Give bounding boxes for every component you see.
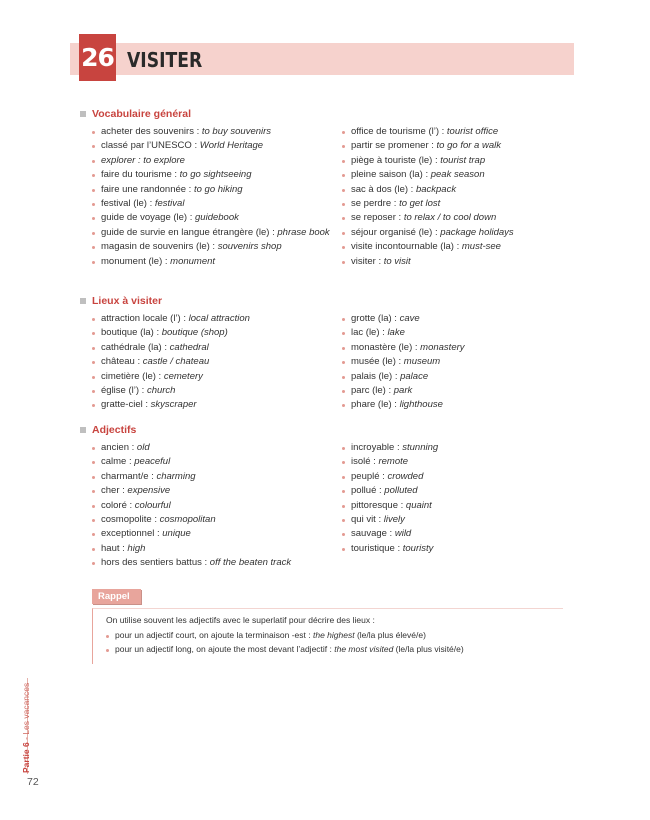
- english-translation: castle / chateau: [142, 356, 210, 368]
- french-term: sac à dos (le) :: [351, 183, 416, 195]
- french-term: château :: [101, 356, 143, 368]
- english-translation: explorer : to explore: [101, 154, 185, 166]
- list-item: [92, 556, 332, 570]
- english-translation: peak season: [430, 169, 485, 181]
- french-term: exceptionnel :: [101, 528, 163, 540]
- french-term: pollué :: [351, 485, 385, 497]
- vocab-left-list: [92, 125, 332, 269]
- places-left-list: [92, 312, 332, 413]
- french-term: magasin de souvenirs (le) :: [101, 241, 218, 253]
- list-item: [342, 168, 552, 182]
- french-term: parc (le) :: [351, 385, 394, 397]
- french-term: grotte (la) :: [351, 313, 400, 324]
- section-lieux-a-visiter: [80, 294, 560, 411]
- square-bullet-icon: [80, 427, 86, 433]
- english-translation: palace: [400, 370, 429, 382]
- english-translation: tourist office: [446, 126, 499, 137]
- english-translation: World Heritage: [199, 140, 264, 152]
- english-translation: crowded: [387, 470, 424, 482]
- rappel-list: [106, 629, 464, 656]
- french-term: cimetière (le) :: [101, 370, 164, 382]
- list-item: [92, 484, 332, 498]
- list-item: [342, 384, 552, 398]
- list-item: [342, 441, 552, 455]
- english-translation: guidebook: [195, 212, 239, 224]
- rappel-label: Rappel: [92, 589, 141, 604]
- french-term: se reposer :: [351, 212, 404, 224]
- french-term: séjour organisé (le) :: [351, 226, 441, 238]
- list-item: [342, 125, 552, 139]
- english-translation: colourful: [134, 499, 171, 511]
- french-term: office de tourisme (l’) :: [351, 126, 447, 137]
- french-term: musée (le) :: [351, 356, 404, 368]
- list-item: [92, 441, 332, 455]
- french-term: coloré :: [101, 499, 135, 511]
- english-translation: souvenirs shop: [217, 241, 282, 253]
- french-term: incroyable :: [351, 442, 403, 453]
- french-term: faire du tourisme :: [101, 169, 180, 181]
- list-item: [342, 527, 552, 541]
- english-translation: to get lost: [399, 198, 441, 210]
- list-item: [92, 139, 332, 153]
- english-translation: tourist trap: [440, 154, 486, 166]
- list-item: [342, 226, 552, 240]
- list-item: [92, 527, 332, 541]
- french-term: cher :: [101, 485, 128, 497]
- french-term: charmant/e :: [101, 470, 157, 482]
- french-term: lac (le) :: [351, 327, 388, 339]
- rappel-item: pour un adjectif court, on ajoute la terminaison -est : the highest (le/la plus élevé/e): [106, 629, 464, 643]
- list-item: [342, 211, 552, 225]
- list-item: [342, 326, 552, 340]
- part-separator: -: [21, 734, 31, 743]
- english-translation: monument: [170, 255, 216, 267]
- list-item: [342, 484, 552, 498]
- section-title: Adjectifs: [92, 424, 137, 436]
- rappel-intro: On utilise souvent les adjectifs avec le superlatif pour décrire des lieux :: [106, 615, 375, 625]
- french-term: touristique :: [351, 542, 403, 554]
- list-item: [342, 455, 552, 469]
- part-label: [21, 683, 32, 773]
- list-item: [92, 326, 332, 340]
- english-translation: unique: [162, 528, 191, 540]
- list-item: [92, 542, 332, 556]
- french-term: faire une randonnée :: [101, 183, 194, 195]
- english-translation: local attraction: [188, 313, 250, 324]
- english-translation: remote: [378, 456, 409, 468]
- vocab-right-list: [342, 125, 552, 269]
- square-bullet-icon: [80, 298, 86, 304]
- list-item: [342, 197, 552, 211]
- french-term: église (l’) :: [101, 385, 147, 397]
- english-translation: monastery: [420, 341, 465, 353]
- french-term: gratte-ciel :: [101, 399, 151, 411]
- english-translation: cosmopolitan: [159, 514, 216, 526]
- places-right-list: [342, 312, 552, 413]
- part-title: Les vacances: [21, 682, 31, 735]
- french-term: festival (le) :: [101, 198, 155, 210]
- english-translation: must-see: [461, 241, 501, 253]
- list-item: [92, 455, 332, 469]
- list-item: [92, 255, 332, 269]
- french-term: se perdre :: [351, 198, 400, 210]
- list-item: [92, 168, 332, 182]
- page-number: 72: [27, 776, 39, 788]
- adjectives-right-list: [342, 441, 552, 556]
- french-term: cathédrale (la) :: [101, 341, 170, 353]
- english-translation: expensive: [127, 485, 171, 497]
- list-item: [342, 499, 552, 513]
- english-translation: skyscraper: [150, 399, 197, 411]
- english-translation: to buy souvenirs: [201, 126, 272, 137]
- english-translation: boutique (shop): [161, 327, 228, 339]
- french-term: phare (le) :: [351, 399, 400, 411]
- list-item: [342, 355, 552, 369]
- french-term: monastère (le) :: [351, 341, 421, 353]
- french-term: classé par l’UNESCO :: [101, 140, 200, 152]
- list-item: [342, 470, 552, 484]
- square-bullet-icon: [80, 111, 86, 117]
- list-item: [92, 398, 332, 412]
- english-translation: to go sightseeing: [179, 169, 252, 181]
- list-item: [342, 154, 552, 168]
- english-translation: lively: [383, 514, 405, 526]
- list-item: [92, 370, 332, 384]
- french-term: pleine saison (la) :: [351, 169, 431, 181]
- english-translation: package holidays: [440, 226, 514, 238]
- french-term: isolé :: [351, 456, 379, 468]
- list-item: [92, 154, 332, 168]
- list-item: [342, 341, 552, 355]
- french-term: cosmopolite :: [101, 514, 160, 526]
- english-translation: cathedral: [169, 341, 209, 353]
- page-title: VISITER: [127, 48, 203, 72]
- french-term: peuplé :: [351, 470, 388, 482]
- list-item: [92, 341, 332, 355]
- french-term: guide de voyage (le) :: [101, 212, 196, 224]
- english-translation: to relax / to cool down: [403, 212, 497, 224]
- list-item: [92, 183, 332, 197]
- french-term: acheter des souvenirs :: [101, 126, 202, 137]
- english-translation: park: [393, 385, 413, 397]
- list-item: [342, 240, 552, 254]
- french-term: monument (le) :: [101, 255, 171, 267]
- english-translation: phrase book: [277, 226, 330, 238]
- list-item: [92, 240, 332, 254]
- french-term: guide de survie en langue étrangère (le) :: [101, 226, 278, 238]
- rappel-item: pour un adjectif long, on ajoute the most devant l’adjectif : the most visited (le/la plus visité/e): [106, 643, 464, 657]
- french-term: visite incontournable (la) :: [351, 241, 462, 253]
- chapter-number: 26: [79, 34, 116, 81]
- english-translation: peaceful: [134, 456, 171, 468]
- english-translation: church: [146, 385, 176, 397]
- french-term: visiter :: [351, 255, 384, 267]
- list-item: [92, 211, 332, 225]
- english-translation: to go for a walk: [436, 140, 501, 152]
- english-translation: stunning: [402, 442, 439, 453]
- english-translation: old: [136, 442, 150, 453]
- english-translation: festival: [154, 198, 185, 210]
- french-term: piège à touriste (le) :: [351, 154, 441, 166]
- english-translation: lake: [387, 327, 405, 339]
- french-term: pittoresque :: [351, 499, 406, 511]
- list-item: [342, 139, 552, 153]
- list-item: [92, 499, 332, 513]
- french-term: sauvage :: [351, 528, 395, 540]
- list-item: [92, 355, 332, 369]
- section-vocabulaire-general: [80, 107, 560, 267]
- list-item: [92, 312, 332, 326]
- english-translation: cemetery: [163, 370, 203, 382]
- english-translation: wild: [394, 528, 412, 540]
- list-item: [92, 470, 332, 484]
- list-item: [342, 398, 552, 412]
- part-number: Partie 6: [21, 742, 31, 773]
- french-term: palais (le) :: [351, 370, 401, 382]
- english-translation: museum: [403, 356, 441, 368]
- adjectives-left-list: [92, 441, 332, 571]
- english-translation: to visit: [383, 255, 411, 267]
- list-item: [92, 226, 332, 240]
- list-item: [342, 312, 552, 326]
- english-translation: high: [127, 542, 146, 554]
- section-adjectifs: [80, 423, 560, 569]
- french-term: partir se promener :: [351, 140, 437, 152]
- french-term: ancien :: [101, 442, 137, 453]
- french-term: boutique (la) :: [101, 327, 162, 339]
- english-translation: lighthouse: [399, 399, 443, 411]
- english-translation: cave: [399, 313, 420, 324]
- english-translation: polluted: [384, 485, 418, 497]
- list-item: [92, 513, 332, 527]
- english-translation: off the beaten track: [209, 557, 292, 569]
- french-term: hors des sentiers battus :: [101, 557, 210, 569]
- french-term: haut :: [101, 542, 128, 554]
- french-term: calme :: [101, 456, 135, 468]
- english-translation: to go hiking: [193, 183, 243, 195]
- section-title: Vocabulaire général: [92, 108, 192, 120]
- list-item: [92, 197, 332, 211]
- section-title: Lieux à visiter: [92, 295, 163, 307]
- french-term: attraction locale (l’) :: [101, 313, 189, 324]
- list-item: [92, 125, 332, 139]
- english-translation: charming: [156, 470, 196, 482]
- french-term: qui vit :: [351, 514, 384, 526]
- list-item: [342, 255, 552, 269]
- list-item: [342, 183, 552, 197]
- english-translation: quaint: [405, 499, 432, 511]
- list-item: [342, 370, 552, 384]
- english-translation: touristy: [402, 542, 434, 554]
- list-item: [342, 542, 552, 556]
- list-item: [342, 513, 552, 527]
- english-translation: backpack: [415, 183, 457, 195]
- list-item: [92, 384, 332, 398]
